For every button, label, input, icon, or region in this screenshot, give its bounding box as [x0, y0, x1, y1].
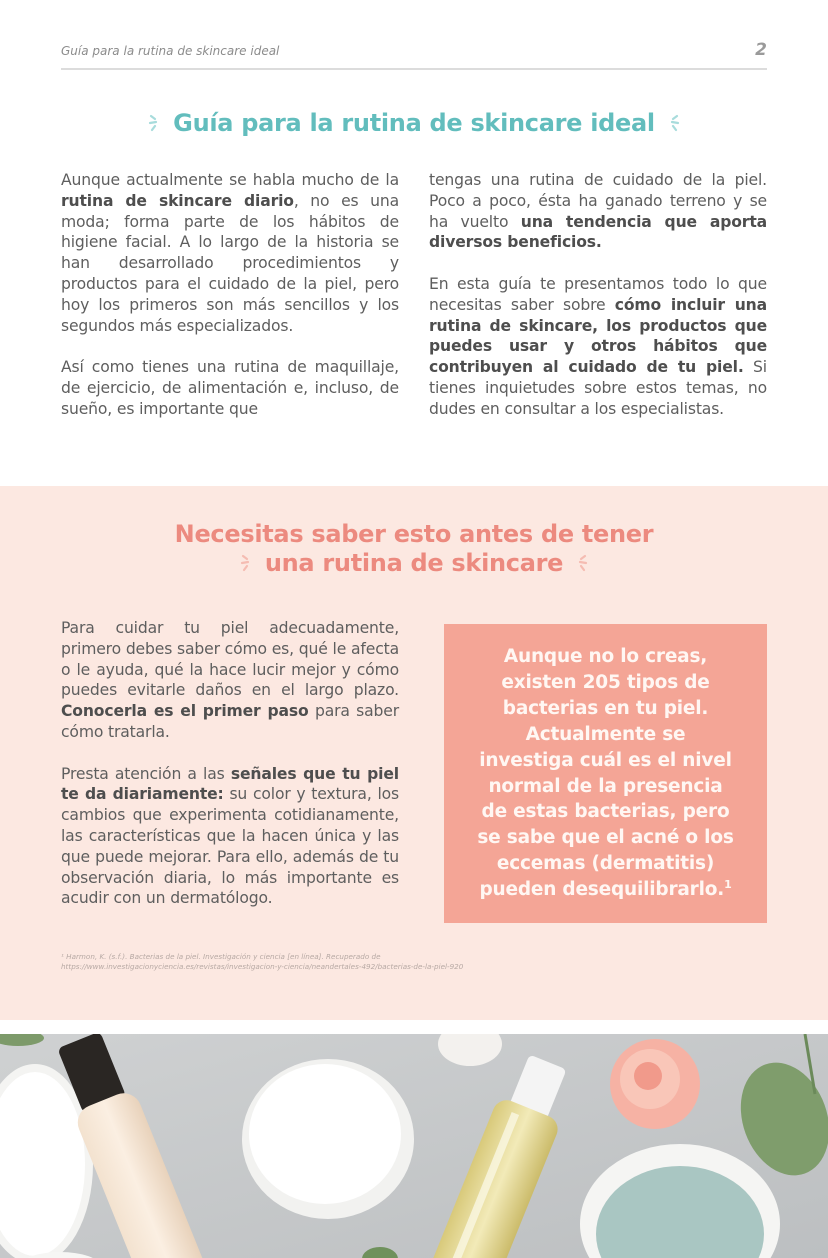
section-title-guide [0, 109, 828, 137]
fact-line: investiga cuál es el nivel [479, 749, 732, 771]
footnote [61, 952, 761, 972]
fact-line: eccemas (dermatitis) [496, 853, 715, 875]
page-number: 2 [755, 40, 767, 60]
skin-knowledge-column [61, 618, 399, 930]
intro-paragraph-4: En esta guía te presentamos todo lo que necesitas saber sobre cómo incluir una rutina de skincare, los productos que puedes usar y otros hábitos que contribuyen al cuidado de tu piel. Si tienes inquietudes sobre estos temas, no dudes en consultar a los especialistas. [429, 274, 767, 418]
skin-paragraph-2: Presta atención a las señales que tu piel te da diariamente: su color y textura, los cambios que experimenta cotidianamente, las características que la hacen única y las que puede mejorar. Para ello, además de tu observación diaria, lo más importante es acudir con un dermatólogo. [61, 764, 399, 908]
fact-line: Actualmente se [525, 723, 686, 745]
intro-paragraph-2: Así como tienes una rutina de maquillaje, de ejercicio, de alimentación e, incluso, de sueño, es importante que [61, 358, 399, 418]
intro-paragraph-1: Aunque actualmente se habla mucho de la rutina de skincare diario, no es una moda; forma parte de los hábitos de higiene facial. A lo largo de la historia se han desarrollado procedimientos y productos para el cuidado de la piel, pero hoy los primeros son más sencillos y los segundos más especializados. [61, 171, 399, 335]
section-title-before-routine [0, 520, 828, 578]
fact-line: bacterias en tu piel. [502, 697, 709, 719]
fact-line: de estas bacterias, pero [481, 801, 730, 823]
bacteria-fact-box [444, 624, 767, 923]
footnote-url[interactable]: https://www.investigacionyciencia.es/revistas/investigacion-y-ciencia/neandertales-492/bacterias-de-la-piel-920 [61, 962, 464, 971]
section-title-line-2: una rutina de skincare [0, 549, 828, 578]
sparkle-right-icon [571, 550, 589, 574]
intro-paragraph-3: tengas una rutina de cuidado de la piel. Poco a poco, ésta ha ganado terreno y se ha vuelto una tendencia que aporta diversos beneficios. [429, 171, 767, 252]
footnote-marker[interactable]: 1 [724, 878, 732, 891]
intro-column-right [429, 170, 767, 440]
fact-line: Aunque no lo creas, [503, 646, 708, 667]
fact-line: se sabe que el acné o los [477, 827, 734, 849]
intro-column-left [61, 170, 399, 440]
running-title: Guía para la rutina de skincare ideal [61, 44, 280, 58]
fact-line: pueden desequilibrarlo.$^1$ [479, 878, 732, 901]
running-header [61, 40, 767, 70]
skincare-photo-illustration [0, 1034, 828, 1258]
footnote-citation: ¹ Harmon, K. (s.f.). Bacterias de la piel. Investigación y ciencia [en línea]. Recuperado de [61, 952, 381, 961]
section-title-text: Guía para la rutina de skincare ideal [173, 109, 655, 137]
section-title-line-1: Necesitas saber esto antes de tener [174, 520, 654, 548]
sparkle-left-icon [239, 550, 257, 574]
skincare-products-photo [0, 1034, 828, 1258]
sparkle-right-icon [663, 110, 681, 134]
skin-paragraph-1: Para cuidar tu piel adecuadamente, primero debes saber cómo es, qué le afecta o le ayuda, qué la hace lucir mejor y cómo puedes evitarle daños en el largo plazo. Conocerla es el primer paso para saber cómo tratarla. [61, 619, 399, 741]
fact-line: existen 205 tipos de [501, 671, 710, 693]
sparkle-left-icon [147, 110, 165, 134]
fact-line: normal de la presencia [488, 775, 723, 797]
